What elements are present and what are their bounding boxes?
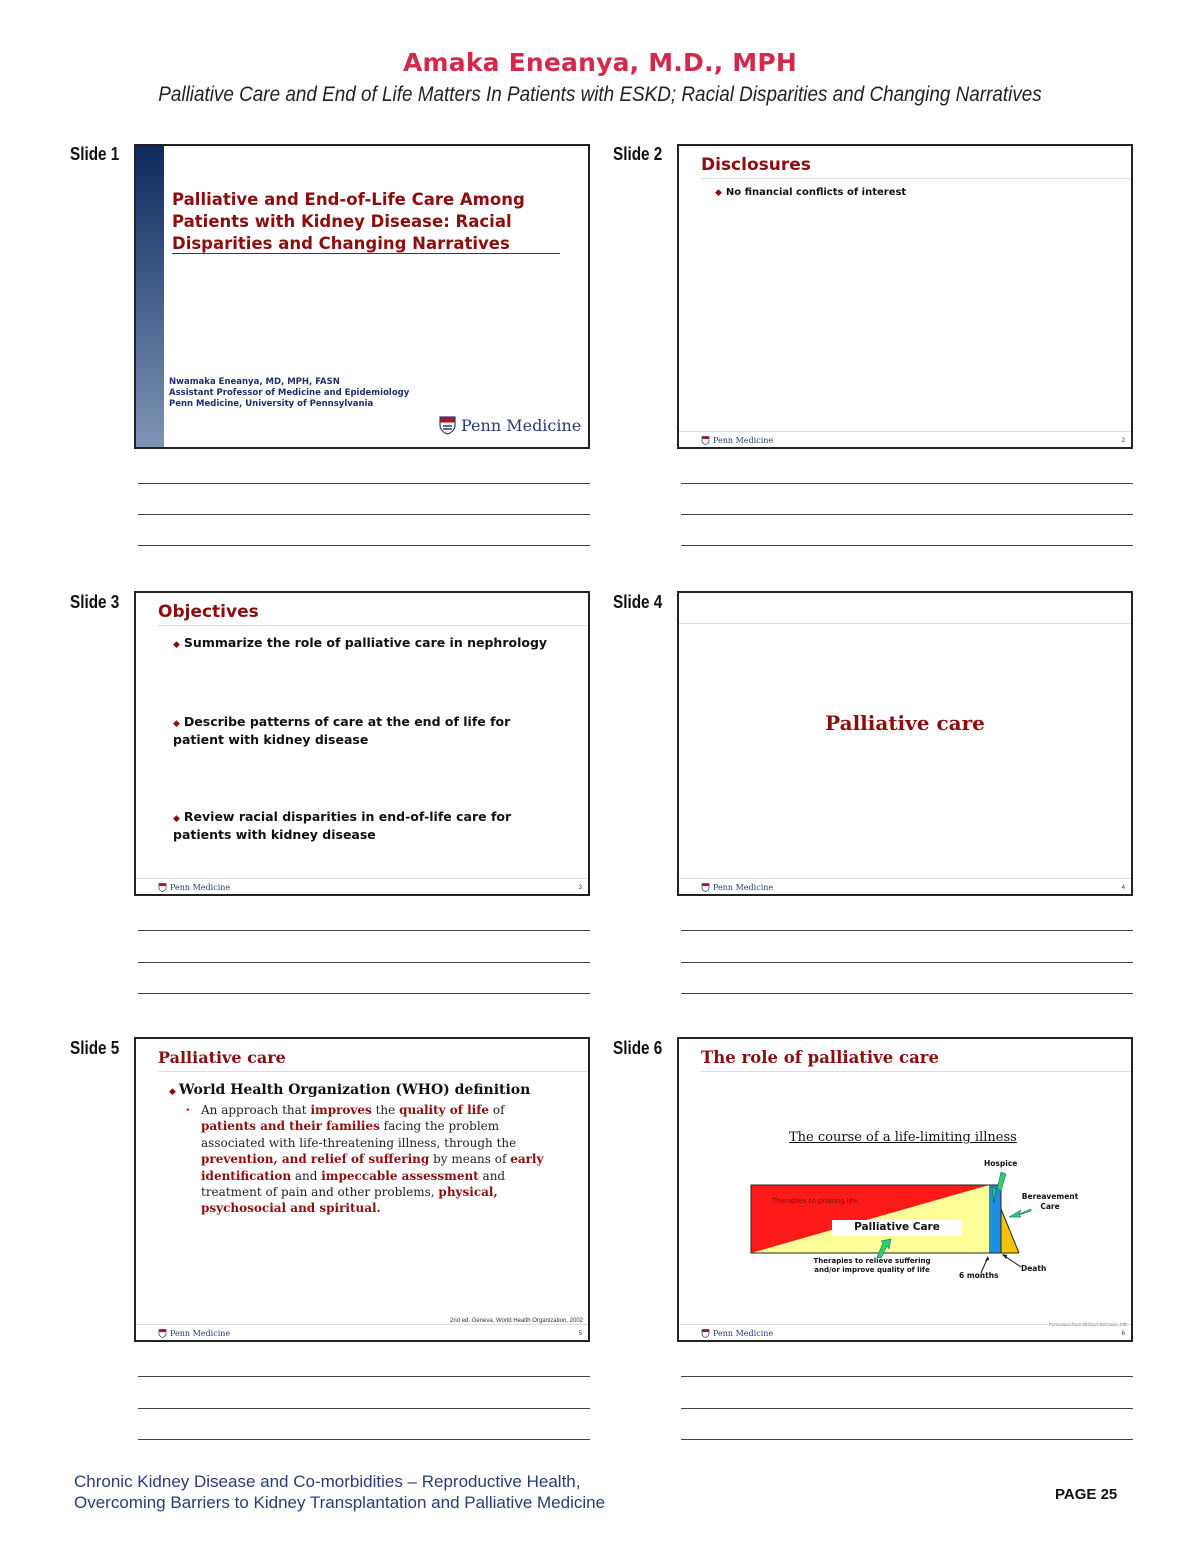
slide-number: 2 [1121,438,1125,444]
death-label: Death [1021,1264,1047,1273]
penn-shield-icon [701,436,710,445]
title-side-bar [136,146,164,447]
six-months-label: 6 months [959,1271,999,1280]
who-definition [201,1102,563,1217]
relieve-suffering-label: Therapies to relieve suffering and/or improve quality of life [813,1257,931,1274]
note-line[interactable] [138,930,590,931]
emphasis-text: improves [310,1103,372,1117]
emphasis-text: early identification [201,1152,544,1183]
footer-rule [679,878,1131,879]
citation: 2nd ed. Geneva, World Health Organization, 2002 [450,1318,583,1324]
penn-shield-icon [701,1329,710,1338]
bullet-text: Summarize the role of palliative care in nephrology [183,635,548,650]
bereavement-label: Bereavement Care [1021,1192,1079,1211]
prolong-life-label: Therapies to prolong life [772,1197,858,1205]
note-line[interactable] [138,514,590,515]
diamond-bullet-icon: ◆ [173,814,180,824]
footer-rule [136,878,588,879]
note-line[interactable] [138,1408,590,1409]
bullet-text: Describe patterns of care at the end of life for patient with kidney disease [173,714,511,747]
definition-text: of [489,1103,505,1117]
illness-course-diagram [679,1039,1131,1340]
note-line[interactable] [681,1439,1133,1440]
slide-title: Palliative and End-of-Life Care Among Patients with Kidney Disease: Racial Disparities and Changing Narratives [172,190,525,253]
slide-number: 4 [1121,885,1125,891]
slide-4 [677,591,1133,896]
hospice-label: Hospice [984,1159,1018,1168]
logo-text: Penn Medicine [713,883,774,892]
definition-text: and treatment of pain and other problems, [201,1168,506,1200]
slide-6 [677,1037,1133,1342]
slide-label: Slide 4 [613,592,663,612]
slide-footer-logo [158,1329,230,1338]
note-line[interactable] [138,962,590,963]
section-title: Palliative care [825,711,985,735]
slide-label: Slide 6 [613,1038,663,1058]
emphasis-text: patients and their families [201,1119,380,1134]
note-line[interactable] [681,514,1133,515]
note-line[interactable] [138,545,590,546]
definition-text: and [291,1168,322,1183]
slide-number: 3 [578,885,582,891]
note-line[interactable] [681,1376,1133,1377]
note-line[interactable] [681,1408,1133,1409]
footer-rule [136,1324,588,1325]
footer-line-2: Overcoming Barriers to Kidney Transplantation and Palliative Medicine [74,1493,606,1512]
slide-3 [134,591,590,896]
note-line[interactable] [681,483,1133,484]
bullet-item [173,635,573,653]
slide-footer-logo [701,883,773,892]
emphasis-text: impeccable assessment [321,1168,479,1183]
logo-text: Penn Medicine [170,1329,231,1338]
logo-text: Penn Medicine [713,1329,774,1338]
slide-title: Objectives [158,602,259,622]
talk-subtitle: Palliative Care and End of Life Matters In Patients with ESKD; Racial Disparities and Changing Narratives [158,83,1042,106]
bullet-text: Review racial disparities in end-of-life care for patients with kidney disease [173,809,512,842]
title-rule [158,625,588,626]
footer-rule [679,1324,1131,1325]
slide-5 [134,1037,590,1342]
presenter-name: Amaka Eneanya, M.D., MPH [402,48,798,77]
note-line[interactable] [681,930,1133,931]
logo-text: Penn Medicine [713,436,774,445]
title-rule [158,1071,588,1072]
author-affiliation: Penn Medicine, University of Pennsylvania [169,399,374,409]
top-rule [679,623,1131,624]
slide-footer-logo [158,883,230,892]
emphasis-text: physical, psychosocial and spiritual. [201,1185,498,1216]
logo-text: Penn Medicine [461,416,582,435]
page-footer-text [74,1471,605,1513]
author-block [169,377,409,410]
note-line[interactable] [138,1439,590,1440]
logo-text: Penn Medicine [170,883,231,892]
bullet-item [173,809,533,843]
slide-number: 5 [578,1331,582,1337]
definition-text: by means of [429,1152,511,1167]
footer-line-1: Chronic Kidney Disease and Co-morbidities – Reproductive Health, [74,1472,581,1491]
author-title: Assistant Professor of Medicine and Epidemiology [169,388,410,398]
author-name: Nwamaka Eneanya, MD, MPH, FASN [169,377,340,387]
title-rule [701,178,1131,179]
bullet-item [173,714,533,748]
heading-text: World Health Organization (WHO) definition [178,1082,531,1098]
sub-bullet-icon: • [186,1105,190,1116]
slide-title: Disclosures [701,155,811,175]
slide-number: 6 [1121,1331,1125,1337]
slide-title: Palliative care [158,1048,286,1067]
definition-text: facing the problem associated with life-threatening illness, through the [201,1119,517,1150]
bullet-item [715,187,906,198]
note-line[interactable] [681,545,1133,546]
slide-title: The role of palliative care [701,1048,939,1067]
diagram-title: The course of a life-limiting illness [789,1130,1017,1145]
slide-2 [677,144,1133,449]
diamond-bullet-icon: ◆ [169,1087,176,1097]
note-line[interactable] [681,962,1133,963]
bullet-text: No financial conflicts of interest [725,187,907,198]
emphasis-text: prevention, and relief of suffering [201,1152,430,1167]
slide-label: Slide 1 [70,144,120,164]
who-heading [169,1082,530,1098]
title-underline [172,253,560,254]
emphasis-text: quality of life [399,1103,490,1117]
note-line[interactable] [681,993,1133,994]
slide-footer-logo [701,436,773,445]
note-line[interactable] [138,993,590,994]
diamond-bullet-icon: ◆ [173,719,180,729]
permission-note: Permission from Michael Gelmann, MD [1048,1322,1127,1327]
penn-shield-icon [158,883,167,892]
page-number: PAGE 25 [1055,1486,1118,1503]
diamond-bullet-icon: ◆ [715,188,722,198]
penn-shield-icon [701,883,710,892]
note-line[interactable] [138,483,590,484]
slide-label: Slide 3 [70,592,120,612]
slide-1 [134,144,590,449]
note-line[interactable] [138,1376,590,1377]
slide-footer-logo [701,1329,773,1338]
definition-text: the [371,1103,400,1117]
palliative-care-label: Palliative Care [854,1221,940,1233]
definition-text: An approach that [201,1103,311,1117]
slide-label: Slide 2 [613,144,663,164]
slide-label: Slide 5 [70,1038,120,1058]
penn-shield-icon [439,416,456,435]
diamond-bullet-icon: ◆ [173,640,180,650]
penn-shield-icon [158,1329,167,1338]
penn-medicine-logo [439,416,581,435]
footer-rule [679,431,1131,432]
